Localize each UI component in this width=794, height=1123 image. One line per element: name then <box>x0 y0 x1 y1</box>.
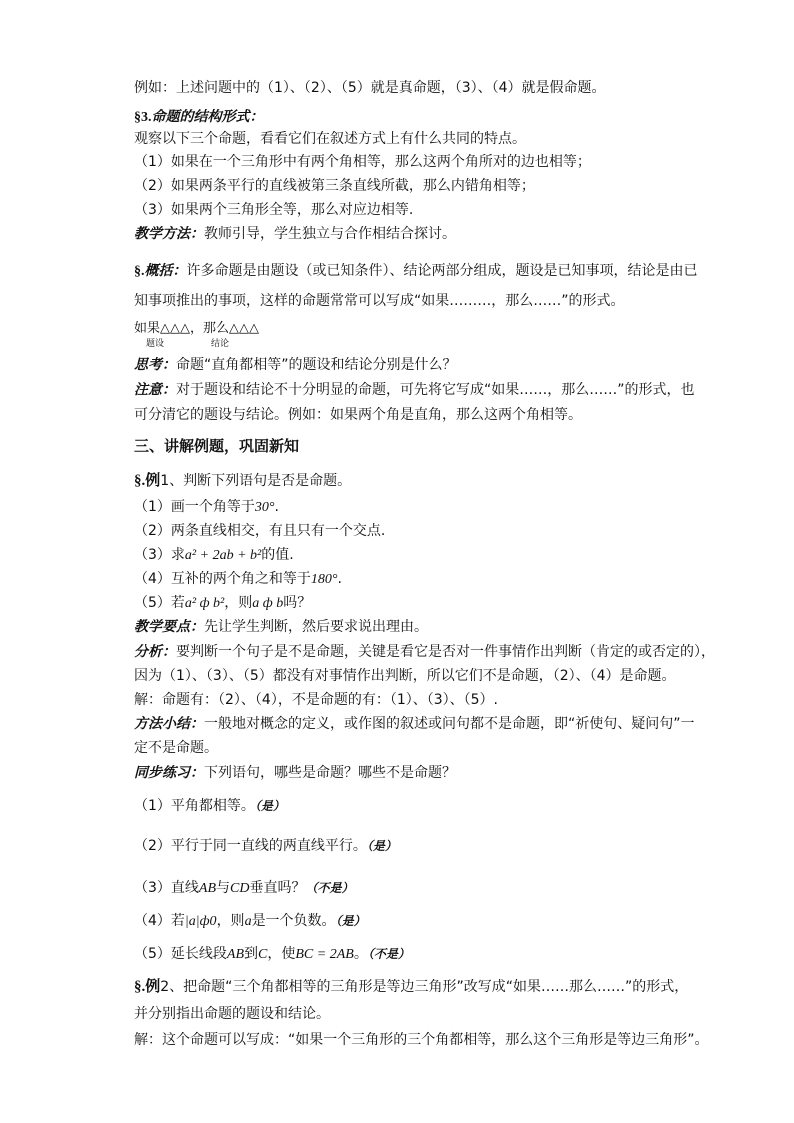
item-math: 180° <box>310 572 338 587</box>
item-math: 30° <box>254 500 275 515</box>
example2-num: 2 <box>160 979 170 995</box>
note-text-1: 对于题设和结论不十分明显的命题，可先将它写成“如果……，那么……”的形式，也 <box>176 382 695 398</box>
summary-text-1: 许多命题是由题设（或已知条件）、结论两部分组成，题设是已知事项，结论是由已 <box>186 263 698 279</box>
example1-key-points <box>134 618 428 636</box>
example1-solution: 解：命题有：（2）、（4），不是命题的有：（1）、（3）、（5）. <box>134 692 498 708</box>
item-text: （4）互补的两个角之和等于 <box>134 571 311 587</box>
summary-line-2: 知事项推出的事项，这样的命题常常可以写成“如果………，那么……”的形式。 <box>134 293 625 309</box>
note-line-1 <box>134 381 695 399</box>
summary-form: 如果△△△，那么△△△ <box>134 321 259 336</box>
item-answer: （不是） <box>305 881 354 895</box>
item-post: ，则 <box>224 595 253 611</box>
analysis-line-2: 因为（1）、（3）、（5）都没有对事情作出判断，所以它们不是命题，（2）、（4）是命题。 <box>134 668 676 684</box>
item-math: a² ф b² <box>184 596 225 611</box>
method-summary-line-1 <box>134 715 695 733</box>
item-mid: 到 <box>244 946 259 962</box>
example1-title-text: 、判断下列语句是否是命题。 <box>169 473 352 489</box>
item-answer: （是） <box>254 799 285 813</box>
item-answer: （不是） <box>367 947 410 961</box>
item-text: （3）求 <box>134 547 185 563</box>
example2-line-2: 并分别指出命题的题设和结论。 <box>134 1006 330 1022</box>
section3-observe: 观察以下三个命题，看看它们在叙述方式上有什么共同的特点。 <box>134 131 526 147</box>
practice-item-2 <box>134 837 397 855</box>
form-sub-conclusion: 结论 <box>211 339 230 349</box>
item-answer: （是） <box>366 839 397 853</box>
item-text: （5）若 <box>134 595 185 611</box>
note-line-2: 可分清它的题设与结论。例如：如果两个角是直角，那么这两个角相等。 <box>134 407 582 423</box>
form-sub-condition: 题设 <box>146 339 165 349</box>
item-post: . <box>337 571 342 587</box>
item-answer: （是） <box>335 914 366 928</box>
example2-label: §.例 <box>134 979 161 995</box>
item-math: |a|ф0 <box>184 914 217 929</box>
section3-heading-text: 命题的结构形式： <box>151 109 264 125</box>
practice-item-5 <box>134 945 410 964</box>
item-math-3: BC = 2AB <box>295 947 354 962</box>
item-text: （2）两条直线相交，有且只有一个交点. <box>134 523 386 539</box>
example1-item-3 <box>134 546 294 565</box>
summary-prefix: §. <box>134 264 145 279</box>
practice-label: 同步练习： <box>134 765 204 781</box>
section3-prefix: §3. <box>134 110 152 125</box>
example1-num: 1 <box>160 473 170 489</box>
summary-line-1 <box>134 262 698 281</box>
item-math-2: C <box>258 947 268 962</box>
item-text: （5）延长线段 <box>134 946 227 962</box>
section3-method <box>134 225 456 243</box>
method-summary-label: 方法小结： <box>134 716 204 732</box>
example1-item-5 <box>134 594 311 613</box>
item-post: 的值. <box>261 547 294 563</box>
example1-item-1 <box>134 498 279 517</box>
method-summary-line-2: 定不是命题。 <box>134 740 218 756</box>
item-text: （1）画一个角等于 <box>134 499 255 515</box>
method-label: 教学方法： <box>134 226 204 242</box>
intro-example: 例如：上述问题中的（1）、（2）、（5）就是真命题，（3）、（4）就是假命题。 <box>134 80 606 96</box>
analysis-label: 分析： <box>134 644 176 660</box>
item-post-2: 。 <box>353 946 368 962</box>
section3-item-3: （3）如果两个三角形全等，那么对应边相等. <box>134 202 414 218</box>
practice-item-1 <box>134 797 285 815</box>
summary-label: 概括： <box>144 263 187 279</box>
example1-title <box>134 472 351 490</box>
practice-heading <box>134 764 456 782</box>
note-label: 注意： <box>134 382 176 398</box>
section3-item-2: （2）如果两条平行的直线被第三条直线所截，那么内错角相等； <box>134 178 535 194</box>
section3-item-1: （1）如果在一个三角形中有两个角相等，那么这两个角所对的边也相等； <box>134 154 591 170</box>
practice-item-4 <box>134 912 366 931</box>
key-text: 先让学生判断，然后要求说出理由。 <box>204 619 428 635</box>
item-math: AB <box>198 881 217 896</box>
item-math: AB <box>226 947 245 962</box>
item-text: （2）平行于同一直线的两直线平行。 <box>134 838 367 854</box>
method-summary-text-1: 一般地对概念的定义，或作图的叙述或问句都不是命题，即“祈使句、疑问句”一 <box>204 716 695 732</box>
item-math: a² + 2ab + b² <box>184 548 262 563</box>
think-label: 思考： <box>134 357 176 373</box>
item-post: ，使 <box>267 946 296 962</box>
item-post-2: 吗？ <box>283 595 312 611</box>
item-mid: ，则 <box>216 913 245 929</box>
example2-text-1: 、把命题“三个角都相等的三角形是等边三角形”改写成“如果……那么……”的形式， <box>169 979 689 995</box>
item-post: . <box>274 499 279 515</box>
item-post: 是一个负数。 <box>251 913 336 929</box>
item-text: （3）直线 <box>134 880 199 896</box>
example2-solution: 解：这个命题可以写成：“如果一个三角形的三个角都相等，那么这个三角形是等边三角形”。 <box>134 1032 709 1048</box>
item-text: （1）平角都相等。 <box>134 798 255 814</box>
think-line <box>134 356 457 374</box>
example2-line-1 <box>134 978 688 996</box>
key-label: 教学要点： <box>134 619 204 635</box>
method-text: 教师引导，学生独立与合作相结合探讨。 <box>204 226 456 242</box>
think-text: 命题“直角都相等”的题设和结论分别是什么？ <box>176 357 457 373</box>
practice-item-3 <box>134 879 354 898</box>
item-text: （4）若 <box>134 913 185 929</box>
item-post: 垂直吗？ <box>249 880 306 896</box>
example1-item-2 <box>134 522 385 540</box>
part3-heading: 三、讲解例题，巩固新知 <box>134 437 300 455</box>
item-math-2: a ф b <box>252 596 284 611</box>
analysis-line-1 <box>134 643 715 661</box>
item-mid: 与 <box>216 880 231 896</box>
practice-text: 下列语句，哪些是命题？哪些不是命题？ <box>204 765 456 781</box>
analysis-text-1: 要判断一个句子是不是命题，关键是看它是否对一件事情作出判断（肯定的或否定的）， <box>176 644 715 660</box>
section3-heading <box>134 108 264 127</box>
item-math-2: a <box>244 914 252 929</box>
example1-item-4 <box>134 570 342 589</box>
item-math-2: CD <box>230 881 250 896</box>
example1-label: §.例 <box>134 473 161 489</box>
